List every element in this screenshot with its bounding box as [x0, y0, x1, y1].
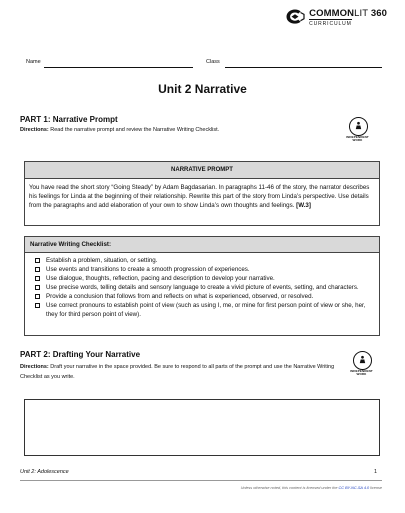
license-link[interactable]: CC BY-NC-SA 4.0	[338, 486, 370, 490]
checkbox[interactable]	[35, 258, 40, 263]
part1-title: PART 1: Narrative Prompt	[20, 115, 118, 124]
checklist-item: Provide a conclusion that follows from and reflects on what is experienced, observed, or resolved.	[46, 292, 373, 301]
checkbox[interactable]	[35, 294, 40, 299]
writing-pencil-icon	[354, 121, 363, 130]
checkbox[interactable]	[35, 303, 40, 308]
logo-mark-icon	[285, 8, 305, 25]
checklist-item: Use events and transitions to create a smooth progression of experiences.	[46, 265, 373, 274]
class-label: Class	[206, 59, 220, 65]
independent-work-badge-label: INDEPENDENT WORK	[350, 369, 373, 377]
checklist-item: Use precise words, telling details and sensory language to create a vivid picture of events, setting, and characters.	[46, 283, 373, 292]
checklist-item: Use dialogue, thoughts, reflection, pacing and description to develop your narrative.	[46, 274, 373, 283]
independent-work-badge	[349, 117, 368, 136]
class-field[interactable]	[225, 67, 382, 68]
name-field[interactable]	[44, 67, 193, 68]
footer-unit: Unit 2: Adolescence	[20, 469, 69, 475]
narrative-prompt-box	[24, 161, 380, 226]
footer-divider	[20, 480, 382, 481]
logo-wordmark: COMMONLIT 360	[309, 8, 387, 19]
part2-directions: Directions: Draft your narrative in the space provided. Be sure to respond to all parts of the prompt and use the Narrative Writing Checklist as you write.	[20, 364, 335, 380]
license-notice: Unless otherwise noted, this content is licensed under the CC BY-NC-SA 4.0 license	[240, 486, 382, 490]
independent-work-badge	[353, 351, 372, 370]
commonlit-logo	[285, 8, 387, 28]
writing-pencil-icon	[358, 355, 367, 364]
page-title: Unit 2 Narrative	[158, 82, 247, 96]
checklist-item: Use correct pronouns to establish point of view (such as using I, me, or mine for first person point of view or she, her, they for third person point of view).	[46, 301, 373, 319]
checkbox[interactable]	[35, 285, 40, 290]
checklist-header: Narrative Writing Checklist:	[25, 237, 379, 253]
checkbox[interactable]	[35, 276, 40, 281]
checklist-item: Establish a problem, situation, or setting.	[46, 256, 373, 265]
name-label: Name	[26, 59, 41, 65]
checkbox[interactable]	[35, 267, 40, 272]
narrative-checklist-box	[24, 236, 380, 336]
independent-work-badge-label: INDEPENDENT WORK	[346, 135, 369, 143]
logo-subtitle: CURRICULUM	[309, 21, 352, 27]
narrative-draft-area[interactable]	[24, 399, 380, 456]
checklist-items	[25, 253, 379, 322]
narrative-prompt-text: You have read the short story “Going Steady” by Adam Bagdasarian. In paragraphs 11-46 of the story, the narrator describes his feelings for Linda at the beginning of their relationship. Rewrite this part of the story from Linda’s perspective. Use details from the paragraphs and add elaboration of your own to show Linda’s own thoughts and feelings. [W.3]	[29, 184, 370, 209]
part2-title: PART 2: Drafting Your Narrative	[20, 350, 141, 359]
narrative-prompt-header: NARRATIVE PROMPT	[25, 162, 379, 179]
page-number: 1	[374, 469, 378, 475]
part1-directions: Directions: Read the narrative prompt and review the Narrative Writing Checklist.	[20, 127, 220, 133]
